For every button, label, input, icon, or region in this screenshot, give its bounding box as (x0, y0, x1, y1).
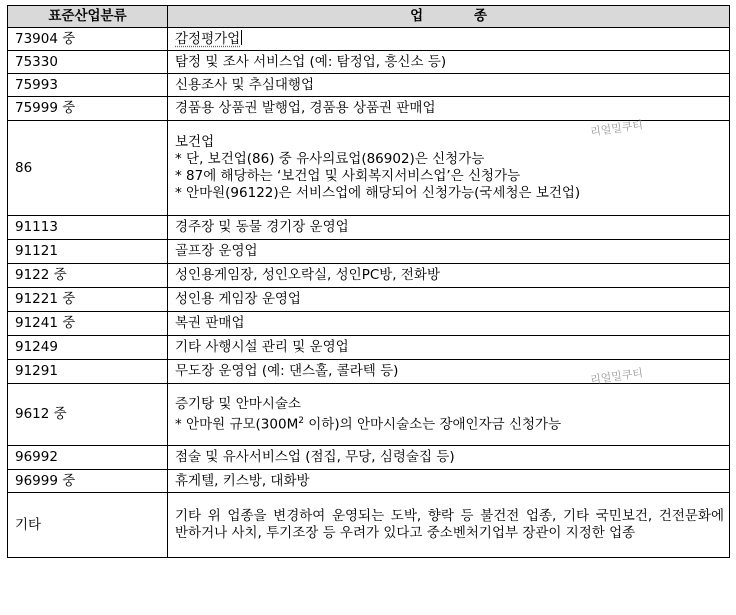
table-row (8, 493, 730, 558)
industry-cell (168, 121, 730, 216)
table-row (8, 446, 730, 470)
industry-cell: 휴게텔, 키스방, 대화방 (168, 470, 730, 493)
code-cell: 75999 중 (8, 97, 168, 121)
table-header-row (8, 6, 730, 28)
industry-cell: 탐정 및 조사 서비스업 (예: 탐정업, 흥신소 등) (168, 51, 730, 74)
industry-cell: 기타 위 업종을 변경하여 운영되는 도박, 향락 등 불건전 업종, 기타 국민보건, 건전문화에 반하거나 사치, 투기조장 등 우려가 있다고 중소벤처기업부 장관이 지정한 업종 (168, 493, 730, 558)
code-cell: 91241 중 (8, 312, 168, 336)
industry-note: * 단, 보건업(86) 중 유사의료업(86902)은 신청가능 (175, 151, 485, 167)
industry-text: 감정평가업 (175, 31, 241, 47)
table-row (8, 288, 730, 312)
header-industry: 업 종 (168, 6, 730, 28)
industry-cell (168, 28, 730, 51)
table-row (8, 97, 730, 121)
industry-cell: 경품용 상품권 발행업, 경품용 상품권 판매업 (168, 97, 730, 121)
watermark: 리얼밀쿠티 (589, 118, 644, 139)
code-cell: 91113 (8, 216, 168, 240)
header-code: 표준산업분류 (8, 6, 168, 28)
table-row (8, 216, 730, 240)
code-cell: 96999 중 (8, 470, 168, 493)
table-row (8, 384, 730, 446)
industry-note: * 87에 해당하는 ‘보건업 및 사회복지서비스업’은 신청가능 (175, 168, 521, 184)
code-cell: 91121 (8, 240, 168, 264)
code-cell: 91249 (8, 336, 168, 360)
industry-cell: 복권 판매업 (168, 312, 730, 336)
table-row (8, 312, 730, 336)
code-cell: 91221 중 (8, 288, 168, 312)
code-cell: 75993 (8, 74, 168, 97)
industry-cell: 무도장 운영업 (예: 댄스홀, 콜라텍 등) (168, 360, 730, 384)
table-row (8, 264, 730, 288)
industry-line: 보건업 (175, 134, 215, 150)
table-row (8, 28, 730, 51)
table-row (8, 470, 730, 493)
industry-cell: 기타 사행시설 관리 및 운영업 (168, 336, 730, 360)
table-row (8, 240, 730, 264)
industry-table (7, 5, 730, 558)
industry-note: * 안마원 규모($300M^2$ 이하)의 안마시술소는 장애인자금 신청가능 (175, 415, 562, 433)
industry-cell: 신용조사 및 추심대행업 (168, 74, 730, 97)
code-cell: 9122 중 (8, 264, 168, 288)
code-cell: 73904 중 (8, 28, 168, 51)
watermark: 리얼밀쿠티 (589, 366, 644, 387)
code-cell: 86 (8, 121, 168, 216)
table-row (8, 74, 730, 97)
industry-cell: 점술 및 유사서비스업 (점집, 무당, 심령술집 등) (168, 446, 730, 470)
industry-cell: 골프장 운영업 (168, 240, 730, 264)
code-cell: 91291 (8, 360, 168, 384)
text-cursor (241, 30, 242, 45)
industry-cell: 경주장 및 동물 경기장 운영업 (168, 216, 730, 240)
code-cell: 기타 (8, 493, 168, 558)
industry-cell: 성인용 게임장 운영업 (168, 288, 730, 312)
industry-line: 증기탕 및 안마시술소 (175, 395, 301, 412)
industry-note: * 안마원(96122)은 서비스업에 해당되어 신청가능(국세청은 보건업) (175, 185, 581, 201)
table-row (8, 336, 730, 360)
code-cell: 9612 중 (8, 384, 168, 446)
code-cell: 96992 (8, 446, 168, 470)
industry-cell (168, 384, 730, 446)
industry-cell: 성인용게임장, 성인오락실, 성인PC방, 전화방 (168, 264, 730, 288)
code-cell: 75330 (8, 51, 168, 74)
table-row (8, 51, 730, 74)
